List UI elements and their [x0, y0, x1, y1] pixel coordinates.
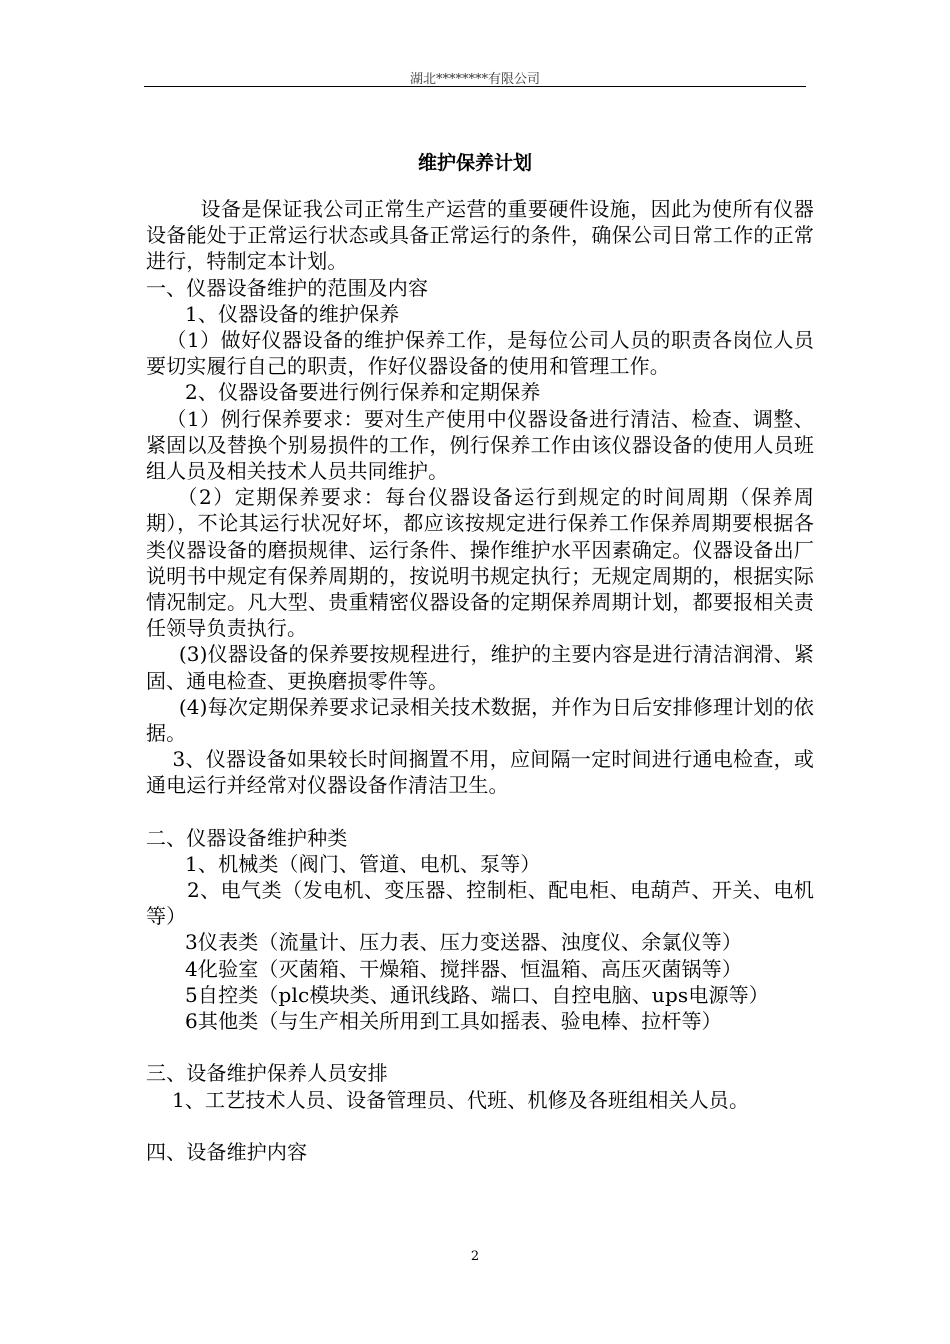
list-item-other: 6其他类（与生产相关所用到工具如摇表、验电棒、拉杆等） [146, 1009, 722, 1034]
list-item-laboratory: 4化验室（灭菌箱、干燥箱、搅拌器、恒温箱、高压灭菌锅等） [146, 956, 742, 981]
page-header-company: 湖北********有限公司 [409, 72, 540, 87]
page-number: 2 [470, 1249, 480, 1264]
paragraph-1-2-1: （1）例行保养要求：要对生产使用中仪器设备进行清洁、检查、调整、紧固以及替换个别易损件的工作，例行保养工作由该仪器设备的使用人员班组人员及相关技术人员共同维护。 [146, 406, 814, 484]
section-2-heading: 二、仪器设备维护种类 [146, 825, 348, 850]
paragraph-1-3: 3、仪器设备如果较长时间搁置不用，应间隔一定时间进行通电检查，或通电运行并经常对仪器设备作清洁卫生。 [146, 747, 815, 798]
list-item-electrical: 2、电气类（发电机、变压器、控制柜、配电柜、电葫芦、开关、电机等） [146, 878, 815, 929]
blank-line [146, 1034, 814, 1060]
paragraph-1-1-1: （1）做好仪器设备的维护保养工作，是每位公司人员的职责各岗位人员要切实履行自己的职责，作好仪器设备的使用和管理工作。 [146, 328, 814, 379]
section-3-heading: 三、设备维护保养人员安排 [146, 1061, 388, 1086]
document-title: 维护保养计划 [417, 152, 532, 174]
list-item-mechanical: 1、机械类（阀门、管道、电机、泵等） [146, 851, 541, 876]
list-item-automation: 5自控类（plc模块类、通讯线路、端口、自控电脑、ups电源等） [146, 982, 769, 1007]
section-4-heading: 四、设备维护内容 [146, 1139, 308, 1164]
paragraph-1-2-3: (3)仪器设备的保养要按规程进行，维护的主要内容是进行清洁润滑、紧固、通电检查、更换磨损零件等。 [146, 642, 815, 693]
intro-paragraph: 设备是保证我公司正常生产运营的重要硬件设施，因此为使所有仪器设备能处于正常运行状态或具备正常运行的条件，确保公司日常工作的正常进行，特制定本计划。 [146, 197, 815, 274]
document-body [146, 196, 814, 1165]
section-1-heading: 一、仪器设备维护的范围及内容 [146, 275, 429, 300]
paragraph-1-2-2: （2）定期保养要求：每台仪器设备运行到规定的时间周期（保养周期），不论其运行状况好坏，都应该按规定进行保养工作保养周期要根据各类仪器设备的磨损规律、运行条件、操作维护水平因素确定。仪器设备出厂说明书中规定有保养周期的，按说明书规定执行；无规定周期的，根据实际情况制定。凡大型、贵重精密仪器设备的定期保养周期计划，都要报相关责任领导负责执行。 [146, 485, 814, 641]
blank-line [146, 1113, 814, 1139]
subsection-1-2-heading: 2、仪器设备要进行例行保养和定期保养 [146, 380, 541, 405]
blank-line [146, 799, 814, 825]
list-item-instruments: 3仪表类（流量计、压力表、压力变送器、浊度仪、余氯仪等） [146, 930, 742, 955]
paragraph-1-2-4: (4)每次定期保养要求记录相关技术数据，并作为日后安排修理计划的依据。 [146, 694, 815, 746]
subsection-1-1-heading: 1、仪器设备的维护保养 [146, 301, 400, 326]
paragraph-3-1: 1、工艺技术人员、设备管理员、代班、机修及各班组相关人员。 [146, 1087, 750, 1112]
header-divider [144, 86, 806, 87]
